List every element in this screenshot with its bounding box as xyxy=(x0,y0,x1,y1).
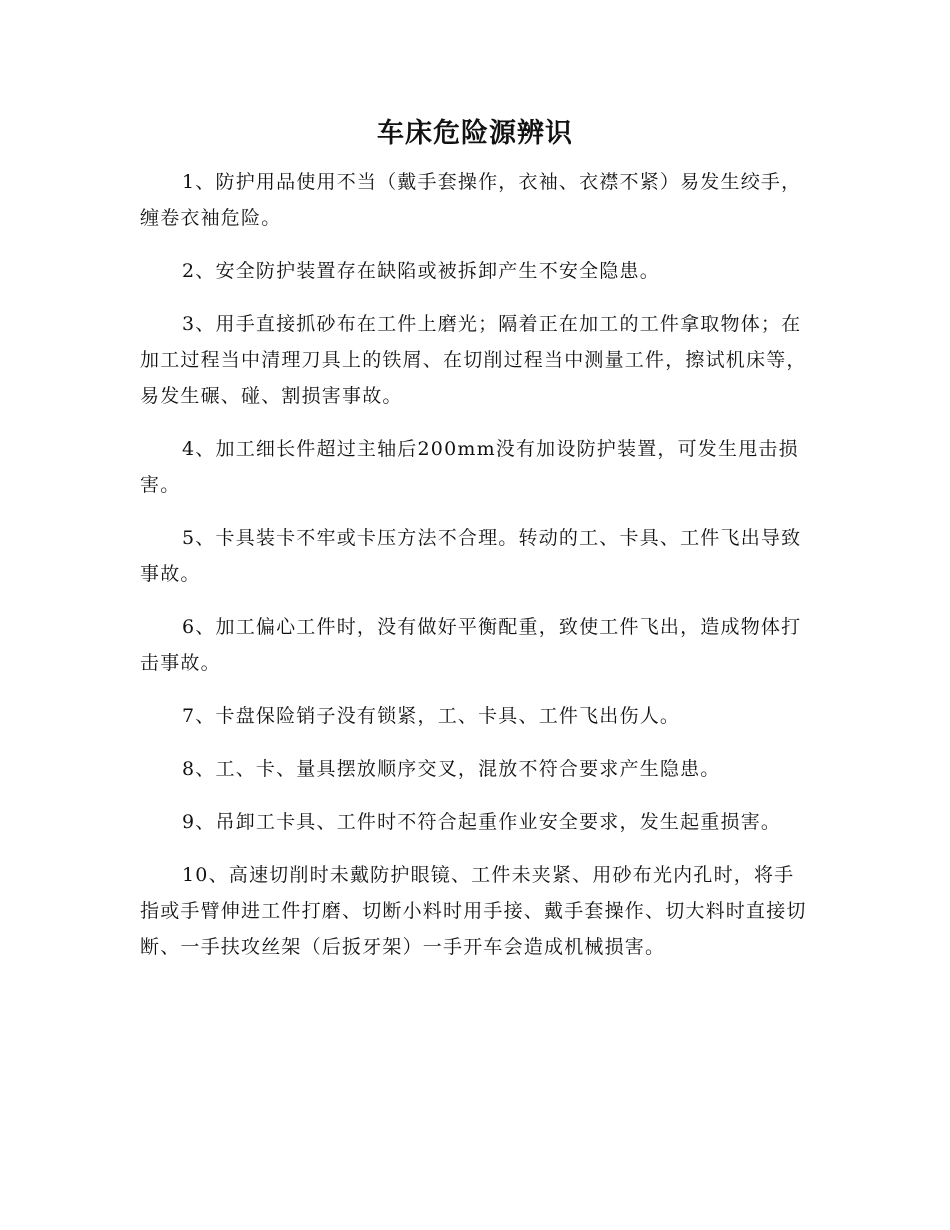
hazard-item-5: 5、卡具装卡不牢或卡压方法不合理。转动的工、卡具、工件飞出导致事故。 xyxy=(140,527,802,585)
hazard-item-8: 8、工、卡、量具摆放顺序交叉，混放不符合要求产生隐患。 xyxy=(182,758,721,780)
hazard-item-6: 6、加工偏心工件时，没有做好平衡配重，致使工件飞出，造成物体打击事故。 xyxy=(140,616,802,674)
hazard-item-3: 3、用手直接抓砂布在工件上磨光；隔着正在加工的工件拿取物体；在加工过程当中清理刀具上的铁屑、在切削过程当中测量工件，擦试机床等，易发生碾、碰、割损害事故。 xyxy=(140,313,807,407)
hazard-item-4: 4、加工细长件超过主轴后200mm没有加设防护装置，可发生甩击损害。 xyxy=(140,438,799,496)
hazard-item-2: 2、安全防护装置存在缺陷或被拆卸产生不安全隐患。 xyxy=(182,260,660,282)
document-title: 车床危险源辨识 xyxy=(377,118,573,149)
hazard-item-9: 9、吊卸工卡具、工件时不符合起重作业安全要求，发生起重损害。 xyxy=(182,811,782,833)
hazard-item-10: 10、高速切削时未戴防护眼镜、工件未夹紧、用砂布光内孔时，将手指或手臂伸进工件打磨、切断小料时用手接、戴手套操作、切大料时直接切断、一手扶攻丝架（后扳牙架）一手开车会造成机械损害。 xyxy=(140,864,807,958)
hazard-item-7: 7、卡盘保险销子没有锁紧，工、卡具、工件飞出伤人。 xyxy=(182,705,681,727)
hazard-item-1: 1、防护用品使用不当（戴手套操作，衣袖、衣襟不紧）易发生绞手，缠卷衣袖危险。 xyxy=(140,171,802,229)
document-body xyxy=(140,164,812,982)
